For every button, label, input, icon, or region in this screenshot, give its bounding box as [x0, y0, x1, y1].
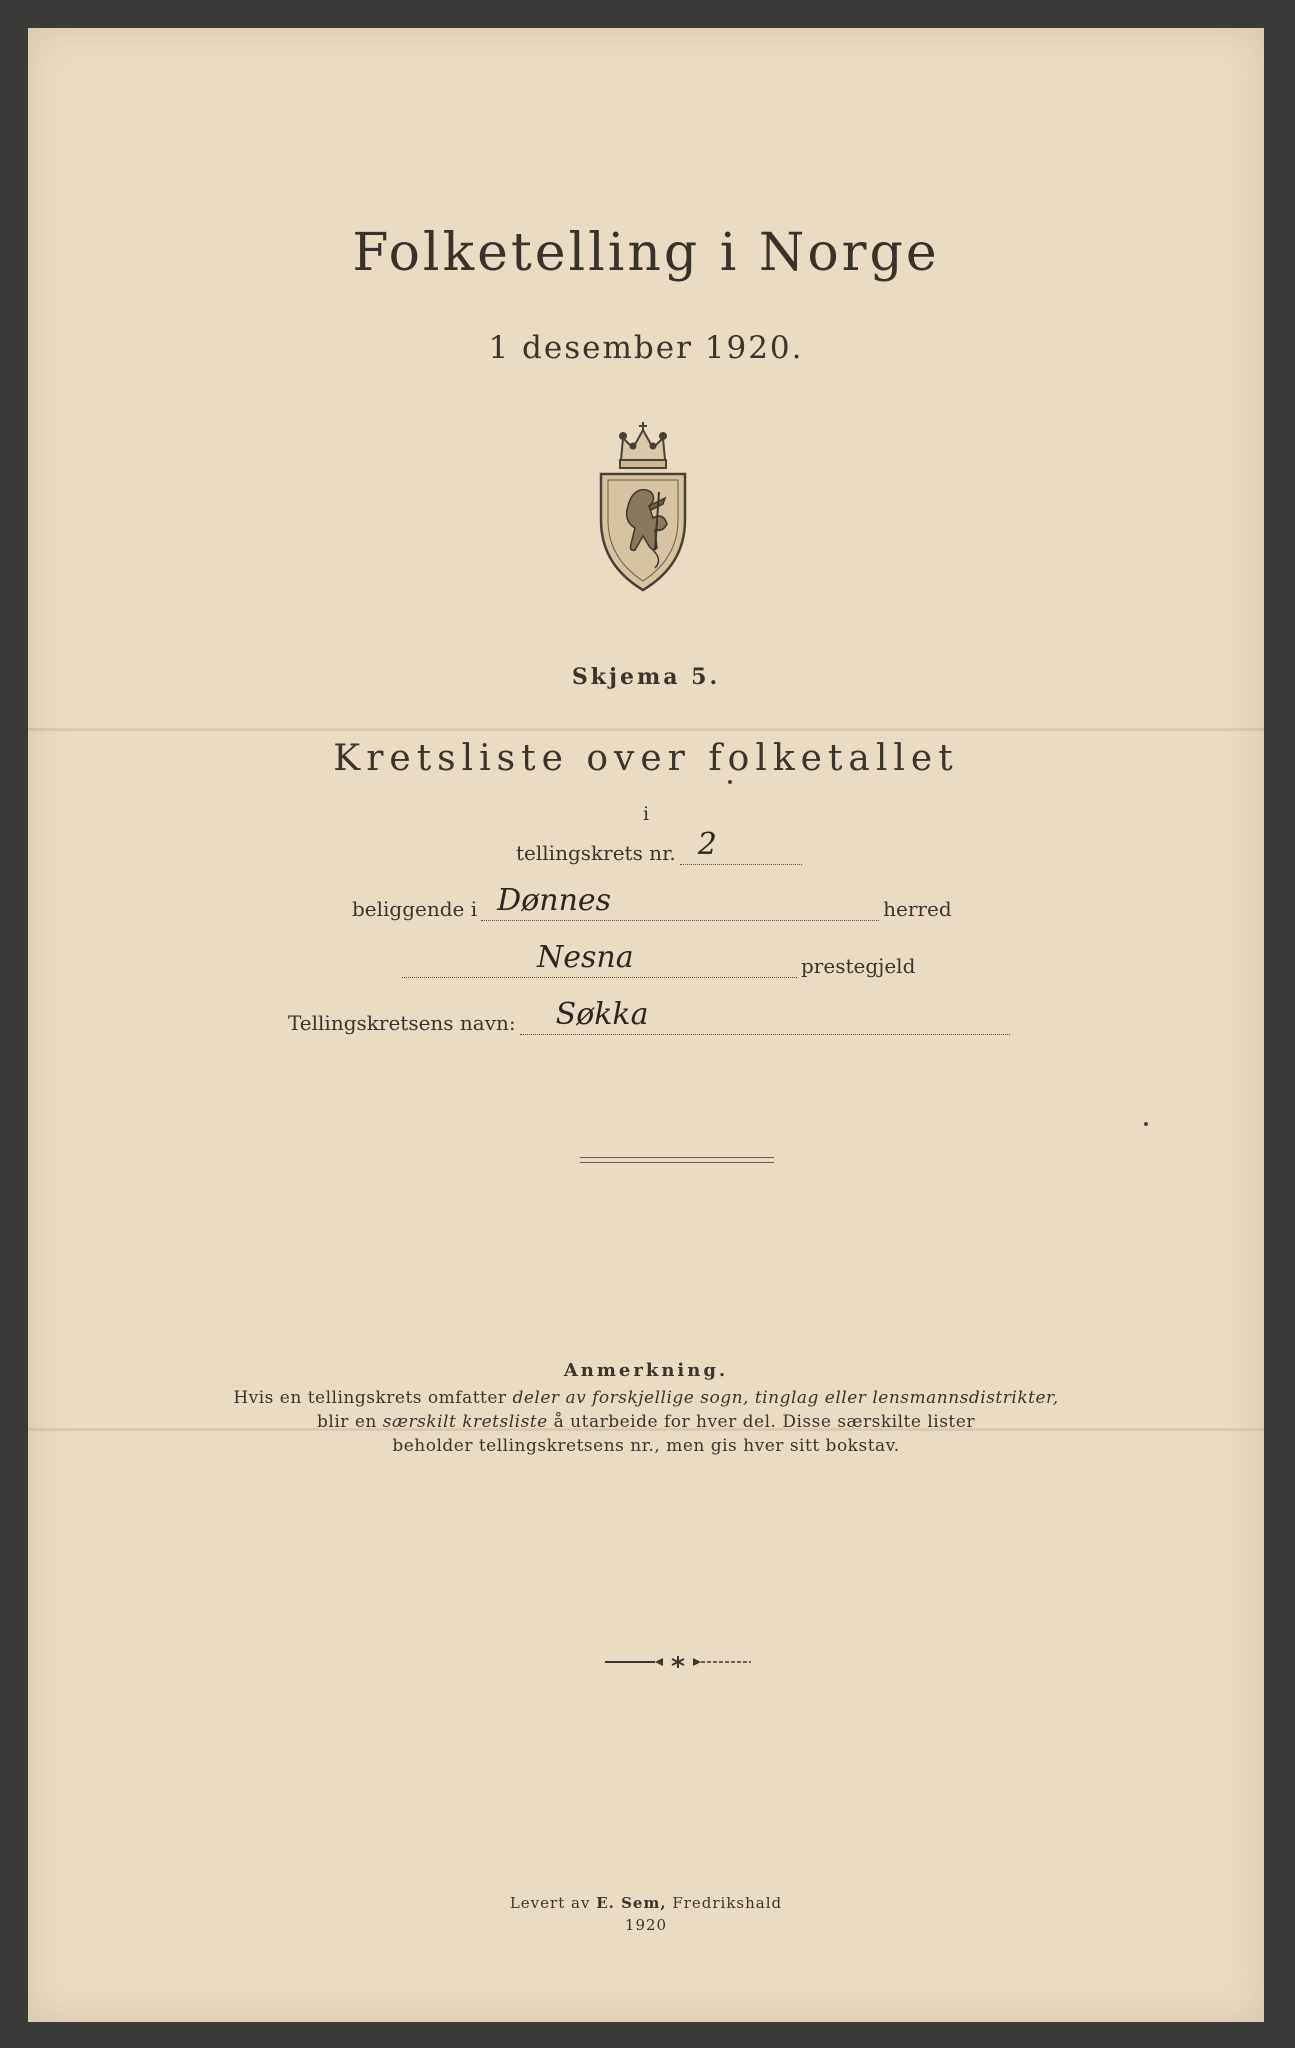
connector-text: i [642, 803, 650, 825]
paper-fold-line [28, 728, 1264, 731]
document-subtitle: Kretsliste over folketallet [333, 738, 959, 779]
note-line-1-text: Hvis en tellingskrets omfatter [233, 1388, 513, 1408]
printer-credit [28, 1894, 1264, 1912]
kretsnavn-label: Tellingskretsens navn: [288, 1011, 516, 1035]
note-line-1-italic: deler av forskjellige sogn, tinglag eller lensmannsdistrikter, [512, 1388, 1059, 1408]
note-line-2-italic: særskilt kretsliste [382, 1412, 548, 1432]
schema-number: Skjema 5. [571, 664, 721, 690]
herred-label: herred [883, 897, 952, 921]
note-heading: Anmerkning. [563, 1360, 729, 1381]
note-line-3: beholder tellingskretsens nr., men gis hver sitt bokstav. [392, 1436, 900, 1456]
note-line-2-rest: å utarbeide for hver del. Disse særskilte lister [547, 1412, 975, 1432]
note-line-2 [28, 1410, 1264, 1434]
kretsnavn-field [520, 997, 1010, 1035]
kretsnavn-value: Søkka [555, 997, 649, 1032]
census-form-page [28, 28, 1264, 2022]
printer-credit-prefix: Levert av [509, 1894, 597, 1912]
note-line-2-text: blir en [317, 1412, 383, 1432]
beliggende-field [481, 883, 879, 921]
note-line-1 [28, 1386, 1264, 1410]
tellingskrets-field [680, 827, 802, 865]
document-date: 1 desember 1920. [488, 330, 804, 366]
prestegjeld-row [398, 940, 916, 978]
kretsnavn-row [288, 997, 1014, 1035]
printer-name: E. Sem, [596, 1894, 667, 1912]
norwegian-coat-of-arms-icon [593, 400, 693, 600]
beliggende-value: Dønnes [497, 883, 612, 918]
beliggende-label: beliggende i [352, 897, 478, 921]
tellingskrets-label: tellingskrets nr. [516, 841, 676, 865]
prestegjeld-label: prestegjeld [801, 954, 916, 978]
beliggende-row [352, 883, 952, 921]
double-rule-divider [580, 1157, 774, 1163]
tellingskrets-row [516, 827, 806, 865]
prestegjeld-field [402, 940, 797, 978]
tellingskrets-value: 2 [697, 827, 717, 862]
ornament-divider-icon [603, 1654, 753, 1670]
ink-speck [728, 780, 732, 784]
ink-speck [1144, 1122, 1148, 1126]
printer-year: 1920 [624, 1916, 668, 1934]
prestegjeld-value: Nesna [537, 940, 634, 975]
document-title: Folketelling i Norge [352, 223, 940, 283]
printer-place: Fredrikshald [666, 1894, 783, 1912]
